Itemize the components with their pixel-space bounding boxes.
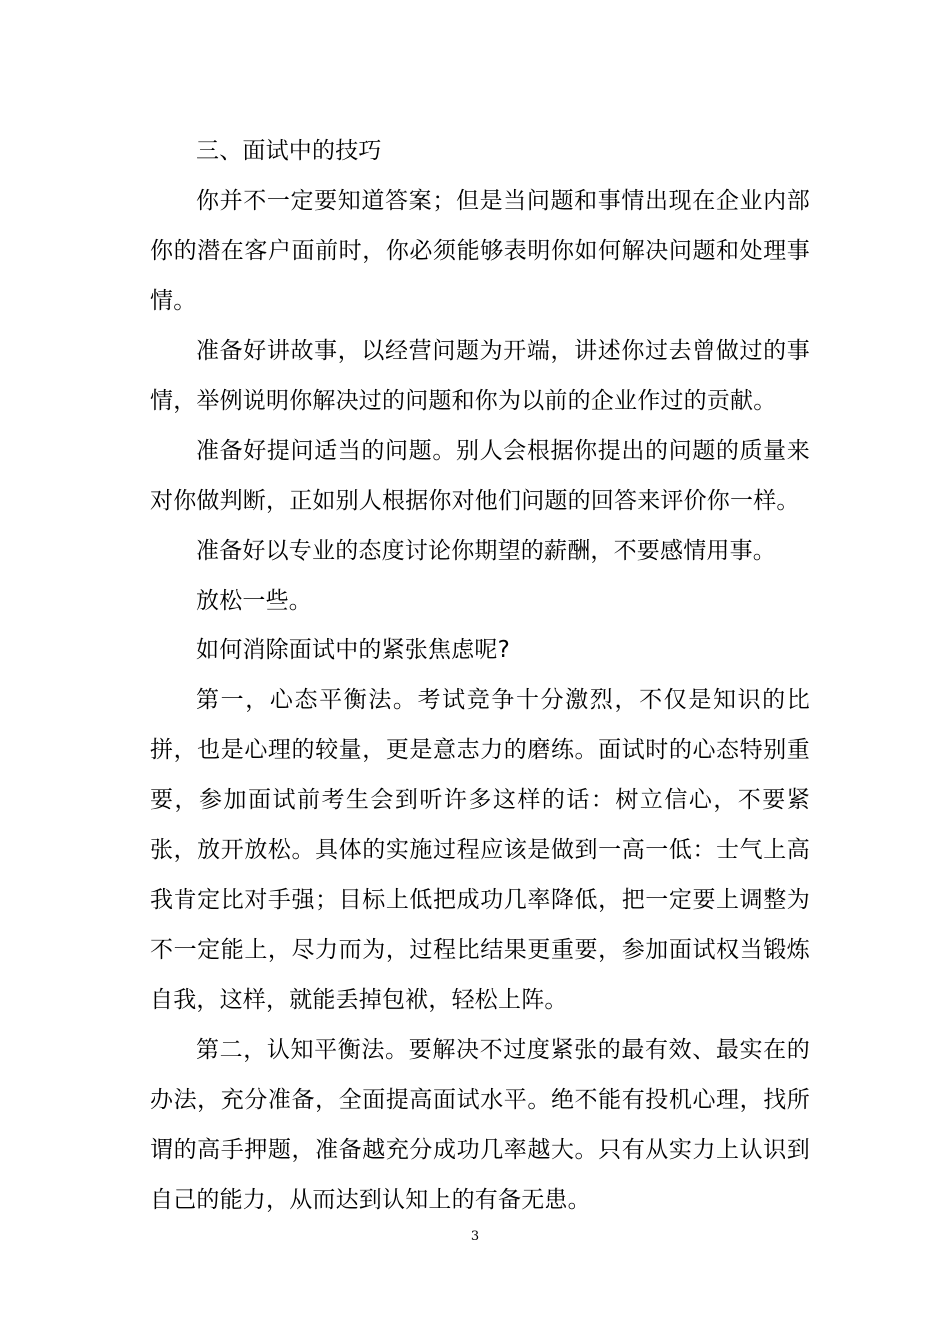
paragraph: 准备好以专业的态度讨论你期望的薪酬，不要感情用事。 — [196, 538, 776, 564]
document-body — [150, 126, 810, 1225]
paragraph: 准备好提问适当的问题。别人会根据你提出的问题的质量来对你做判断，正如别人根据你对他们问题的回答来评价你一样。 — [150, 438, 810, 514]
paragraph: 你并不一定要知道答案；但是当问题和事情出现在企业内部你的潜在客户面前时，你必须能够表明你如何解决问题和处理事情。 — [150, 188, 810, 314]
paragraph: 如何消除面试中的紧张焦虑呢? — [196, 637, 511, 663]
page-number: 3 — [470, 1229, 480, 1244]
section-heading: 三、面试中的技巧 — [196, 138, 382, 164]
paragraph: 放松一些。 — [196, 588, 312, 614]
paragraph: 第一，心态平衡法。考试竞争十分激烈，不仅是知识的比拼，也是心理的较量，更是意志力的磨练。面试时的心态特别重要，参加面试前考生会到听许多这样的话：树立信心，不要紧张，放开放松。具体的实施过程应该是做到一高一低：士气上高我肯定比对手强；目标上低把成功几率降低，把一定要上调整为不一定能上，尽力而为，过程比结果更重要，参加面试权当锻炼自我，这样，就能丢掉包袱，轻松上阵。 — [150, 687, 810, 1013]
paragraph: 第二，认知平衡法。要解决不过度紧张的最有效、最实在的办法，充分准备，全面提高面试水平。绝不能有投机心理，找所谓的高手押题，准备越充分成功几率越大。只有从实力上认识到自己的能力，从而达到认知上的有备无患。 — [150, 1037, 810, 1213]
paragraph: 准备好讲故事，以经营问题为开端，讲述你过去曾做过的事情，举例说明你解决过的问题和你为以前的企业作过的贡献。 — [150, 338, 810, 414]
